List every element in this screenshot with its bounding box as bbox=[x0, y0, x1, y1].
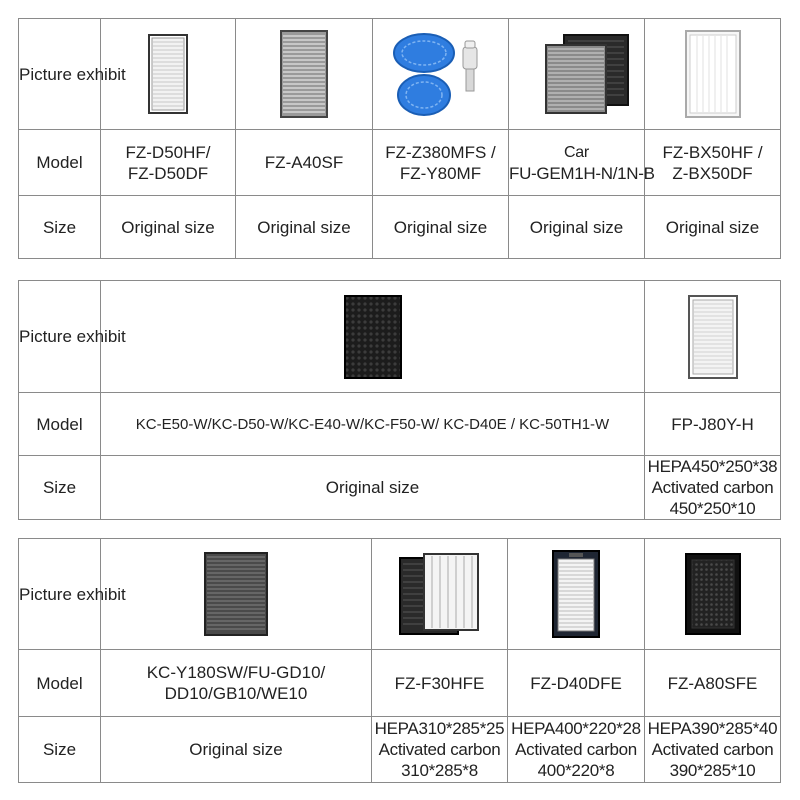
size-label: Size bbox=[19, 196, 101, 259]
humidifier-filter-image bbox=[391, 31, 491, 117]
product-image-fz-z380mfs bbox=[373, 19, 509, 130]
model-cell: KC-E50-W/KC-D50-W/KC-E40-W/KC-F50-W/ KC-D40E / KC-50TH1-W bbox=[101, 393, 645, 456]
size-label: Size bbox=[19, 717, 101, 783]
size-cell: Original size bbox=[101, 196, 236, 259]
product-image-fz-f30hfe bbox=[372, 539, 508, 650]
hepa-filter-image bbox=[148, 34, 188, 114]
carbon-combo-filter-image bbox=[684, 552, 742, 636]
size-cell: Original size bbox=[101, 456, 645, 520]
framed-filter-image bbox=[551, 549, 601, 639]
picture-exhibit-label: Picture exhibit bbox=[19, 281, 101, 393]
model-label: Model bbox=[19, 393, 101, 456]
spec-table-2 bbox=[18, 280, 781, 520]
model-cell: FP-J80Y-H bbox=[645, 393, 781, 456]
picture-exhibit-label: Picture exhibit bbox=[19, 19, 101, 130]
dark-gray-filter-image bbox=[204, 552, 268, 636]
size-cell: Original size bbox=[373, 196, 509, 259]
gray-filter-image bbox=[280, 30, 328, 118]
product-image-fz-a40sf bbox=[236, 19, 373, 130]
product-image-fz-d40dfe bbox=[508, 539, 645, 650]
model-cell: FZ-A80SFE bbox=[645, 650, 781, 717]
spec-table-1 bbox=[18, 18, 781, 259]
product-image-kc-y180sw bbox=[101, 539, 372, 650]
white-filter-image bbox=[685, 30, 741, 118]
size-cell: HEPA390*285*40 Activated carbon 390*285*10 bbox=[645, 717, 781, 783]
model-label: Model bbox=[19, 650, 101, 717]
model-cell: FZ-D40DFE bbox=[508, 650, 645, 717]
model-cell: FZ-BX50HF / Z-BX50DF bbox=[645, 130, 781, 196]
product-image-fz-bx50hf bbox=[645, 19, 781, 130]
model-cell: FZ-Z380MFS / FZ-Y80MF bbox=[373, 130, 509, 196]
double-filter-image bbox=[522, 31, 632, 117]
size-cell: HEPA310*285*25 Activated carbon 310*285*8 bbox=[372, 717, 508, 783]
model-cell: FZ-F30HFE bbox=[372, 650, 508, 717]
product-image-kc-e50 bbox=[101, 281, 645, 393]
model-cell: Car FU-GEM1H-N/1N-B bbox=[509, 130, 645, 196]
product-image-fz-a80sfe bbox=[645, 539, 781, 650]
model-label: Model bbox=[19, 130, 101, 196]
hepa-filter-image bbox=[688, 295, 738, 379]
carbon-filter-image bbox=[344, 295, 402, 379]
spec-table-3 bbox=[18, 538, 781, 783]
size-cell: Original size bbox=[509, 196, 645, 259]
picture-exhibit-label: Picture exhibit bbox=[19, 539, 101, 650]
product-image-fp-j80y bbox=[645, 281, 781, 393]
size-cell: HEPA400*220*28 Activated carbon 400*220*8 bbox=[508, 717, 645, 783]
size-cell: HEPA450*250*38 Activated carbon 450*250*10 bbox=[645, 456, 781, 520]
size-cell: Original size bbox=[236, 196, 373, 259]
model-cell: FZ-D50HF/ FZ-D50DF bbox=[101, 130, 236, 196]
product-image-fu-gem1h bbox=[509, 19, 645, 130]
model-cell: FZ-A40SF bbox=[236, 130, 373, 196]
size-label: Size bbox=[19, 456, 101, 520]
combo-filter-image bbox=[398, 550, 482, 638]
size-cell: Original size bbox=[101, 717, 372, 783]
size-cell: Original size bbox=[645, 196, 781, 259]
model-cell: KC-Y180SW/FU-GD10/ DD10/GB10/WE10 bbox=[101, 650, 372, 717]
